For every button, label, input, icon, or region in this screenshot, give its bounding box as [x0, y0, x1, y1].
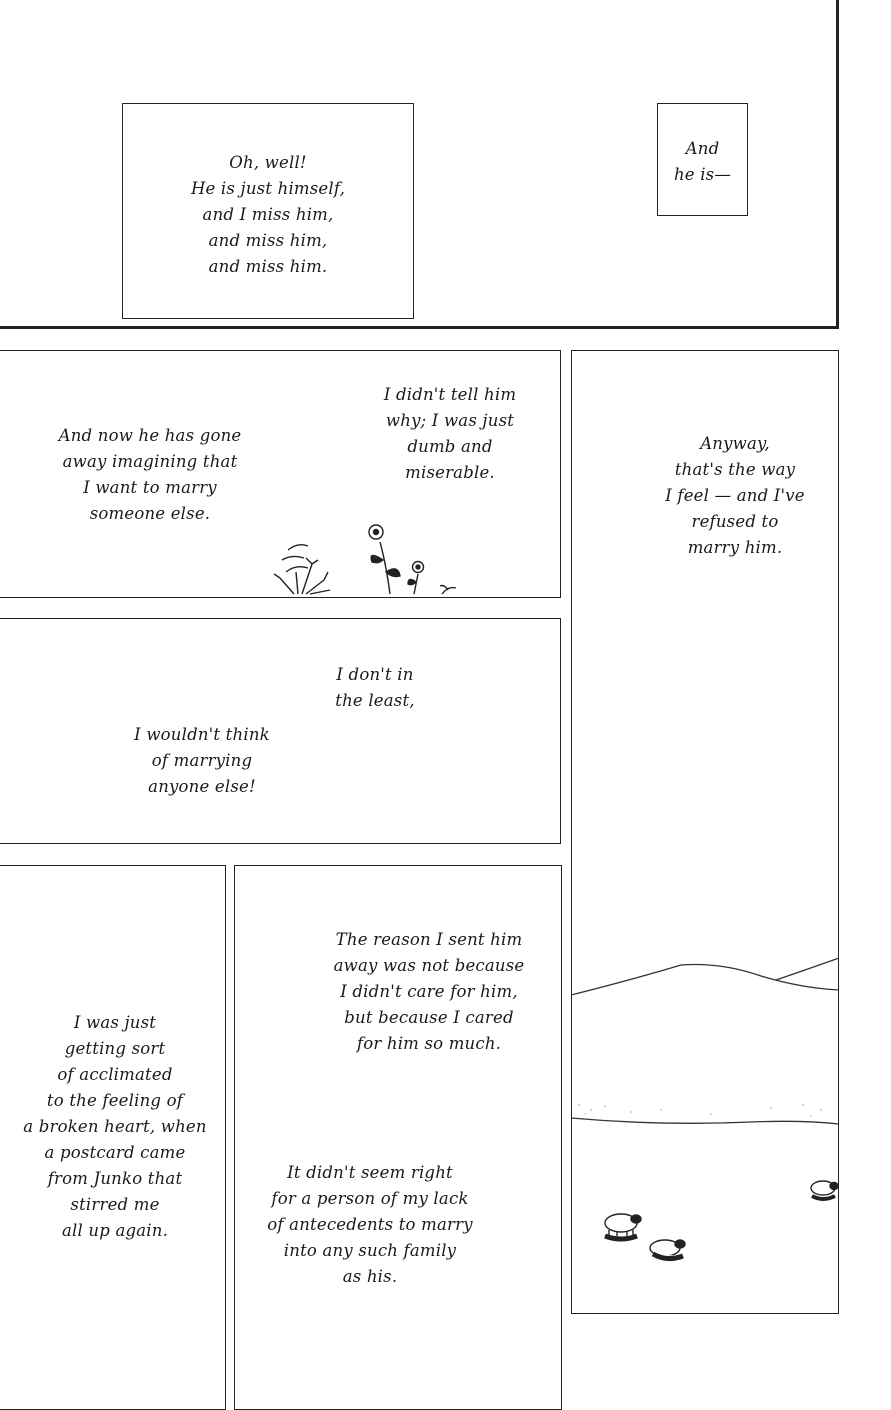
caption-line: And	[685, 139, 720, 158]
caption-line: I was just	[73, 1013, 157, 1032]
caption-line: Oh, well!	[229, 153, 307, 172]
caption-line: a postcard came	[44, 1143, 186, 1162]
caption-line: dumb and	[407, 437, 493, 456]
caption-line: I feel — and I've	[665, 486, 805, 505]
caption-line: anyone else!	[148, 777, 256, 796]
caption-line: I want to marry	[83, 478, 217, 497]
caption-line: and I miss him,	[202, 205, 334, 224]
caption-line: And now he has gone	[58, 426, 242, 445]
caption-line: He is just himself,	[190, 179, 346, 198]
caption-line: away was not because	[333, 956, 525, 975]
caption-line: Anyway,	[700, 434, 770, 453]
caption-didnt-seem-right	[250, 1160, 490, 1290]
caption-line: miserable.	[405, 463, 495, 482]
caption-line: that's the way	[674, 460, 796, 479]
sheep-icon	[605, 1214, 641, 1239]
caption-line: but because I cared	[344, 1008, 514, 1027]
caption-line: refused to	[691, 512, 779, 531]
caption-line: someone else.	[89, 504, 211, 523]
caption-line: all up again.	[61, 1221, 169, 1240]
caption-line: of acclimated	[57, 1065, 173, 1084]
caption-line: of marrying	[151, 751, 253, 770]
sheep-icon	[650, 1240, 685, 1259]
caption-line: and miss him.	[208, 257, 328, 276]
caption-line: the least,	[335, 691, 415, 710]
caption-line: from Junko that	[47, 1169, 183, 1188]
caption-wouldnt-think	[112, 722, 292, 800]
caption-line: I didn't care for him,	[340, 982, 518, 1001]
caption-line: and miss him,	[208, 231, 328, 250]
caption-line: to the feeling of	[46, 1091, 184, 1110]
caption-line: why; I was just	[385, 411, 515, 430]
caption-line: away imagining that	[62, 452, 238, 471]
caption-line: a broken heart, when	[23, 1117, 207, 1136]
caption-dont-in-least	[300, 662, 450, 714]
caption-line: he is—	[673, 165, 732, 184]
caption-line: getting sort	[64, 1039, 166, 1058]
caption-oh-well	[122, 150, 414, 280]
caption-line: I wouldn't think	[134, 725, 270, 744]
caption-didnt-tell	[355, 382, 545, 486]
caption-line: The reason I sent him	[335, 930, 523, 949]
caption-line: into any such family	[283, 1241, 457, 1260]
caption-and-he-is	[657, 136, 748, 188]
caption-line: I don't in	[336, 665, 414, 684]
caption-anyway	[630, 431, 840, 561]
caption-line: as his.	[342, 1267, 398, 1286]
flowers-drawing	[268, 520, 468, 598]
sheep-icon	[811, 1181, 838, 1199]
caption-line: for a person of my lack	[271, 1189, 469, 1208]
caption-line: of antecedents to marry	[267, 1215, 473, 1234]
caption-line: stirred me	[70, 1195, 160, 1214]
caption-line: marry him.	[687, 538, 783, 557]
landscape-drawing	[571, 940, 839, 1280]
caption-line: I didn't tell him	[383, 385, 517, 404]
caption-line: for him so much.	[356, 1034, 502, 1053]
caption-line: It didn't seem right	[287, 1163, 453, 1182]
caption-gone-away	[40, 423, 260, 527]
caption-reason	[316, 927, 542, 1057]
caption-broken-heart	[10, 1010, 220, 1244]
